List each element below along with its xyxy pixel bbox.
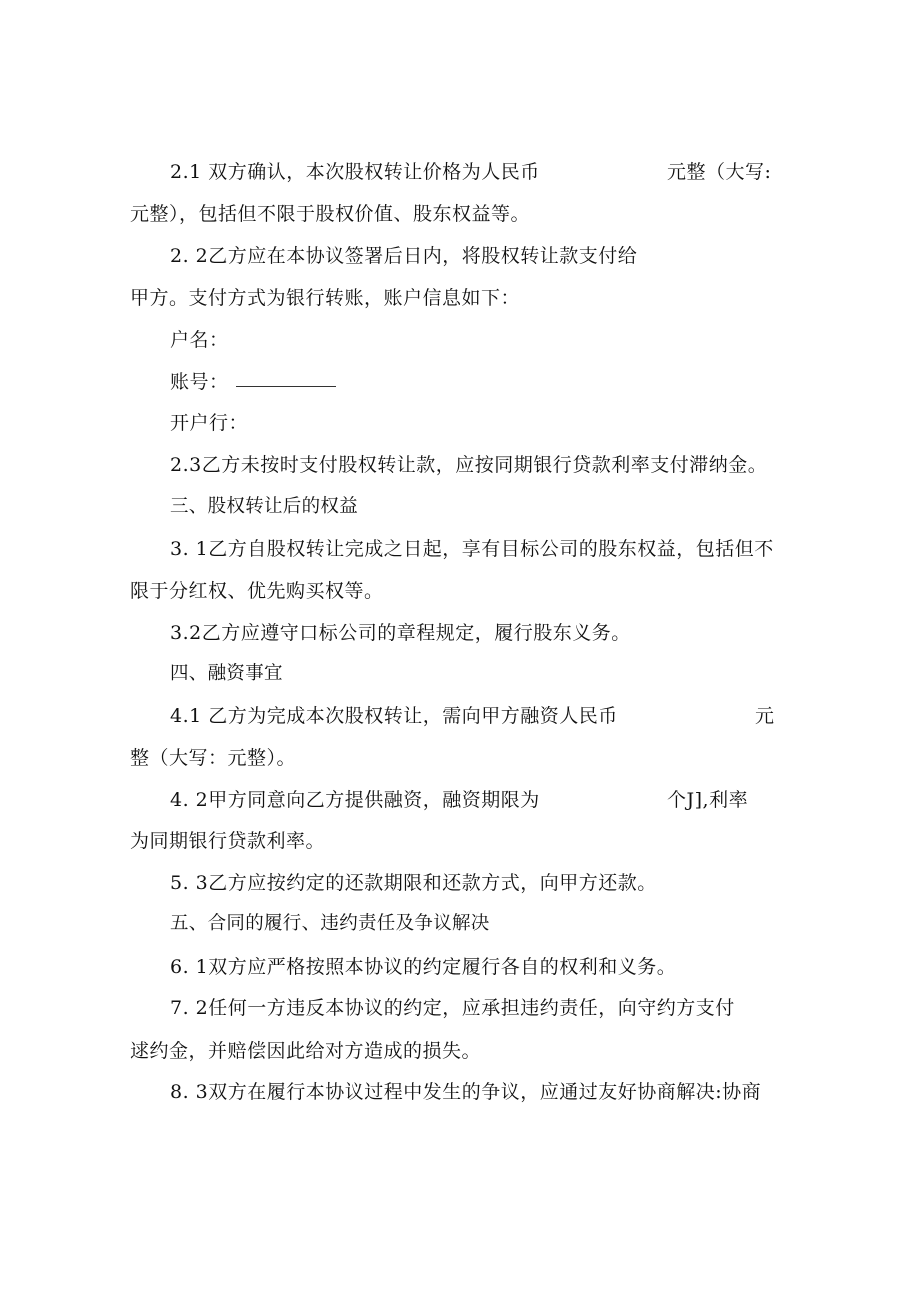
section-4-heading: 四、融资事宜 [170,663,283,684]
clause-4-1-line-2: 整（大写：元整）。 [130,747,297,769]
section-3-heading: 三、股权转让后的权益 [170,496,359,517]
clause-5-2-line-1: 7. 2任何一方违反本协议的约定，应承担违约责任，向守约方支付 [170,997,735,1019]
account-number-blank [236,386,336,387]
clause-4-1-line-1a: 4.1 乙方为完成本次股权转让，需向甲方融资人民币 [170,705,618,727]
clause-3-1-line-1: 3. 1乙方自股权转让完成之日起，享有目标公司的股东权益，包括但不 [170,538,774,560]
clause-4-2-line-1a: 4. 2甲方同意向乙方提供融资，融资期限为 [170,789,540,811]
clause-2-2-line-1: 2. 2乙方应在本协议签署后日内，将股权转让款支付给 [170,245,638,267]
clause-2-3: 2.3乙方未按时支付股权转让款，应按同期银行贷款利率支付滞纳金。 [170,454,768,476]
clause-5-2-line-2: 逑约金，并赔偿因此给对方造成的损失。 [130,1040,482,1062]
clause-2-1-line-2: 元整），包括但不限于股权价值、股东权益等。 [130,203,531,225]
account-number-label: 账号： [170,371,229,393]
clause-4-1-line-1b: 元 [755,705,775,727]
clause-5-3-line-1: 8. 3双方在履行本协议过程中发生的争议，应通过友好协商解决:协商 [170,1081,762,1103]
clause-2-2-line-2: 甲方。支付方式为银行转账，账户信息如下： [130,287,521,309]
clause-5-1: 6. 1双方应严格按照本协议的约定履行各自的权利和义务。 [170,956,677,978]
clause-4-3: 5. 3乙方应按约定的还款期限和还款方式，向甲方还款。 [170,872,657,894]
clause-4-2-line-1b: 个J],利率 [667,789,749,811]
clause-3-2: 3.2乙方应遵守口标公司的章程规定，履行股东义务。 [170,622,631,644]
bank-label: 开户行： [170,412,249,434]
section-5-heading: 五、合同的履行、违约责任及争议解决 [170,913,490,934]
account-name-label: 户名： [170,329,229,351]
clause-3-1-line-2: 限于分红权、优先购买权等。 [130,580,384,602]
clause-2-1-line-1b: 元整（大写: [667,161,772,183]
clause-4-2-line-2: 为同期银行贷款利率。 [130,830,326,852]
clause-2-1-line-1a: 2.1 双方确认，本次股权转让价格为人民币 [170,161,540,183]
